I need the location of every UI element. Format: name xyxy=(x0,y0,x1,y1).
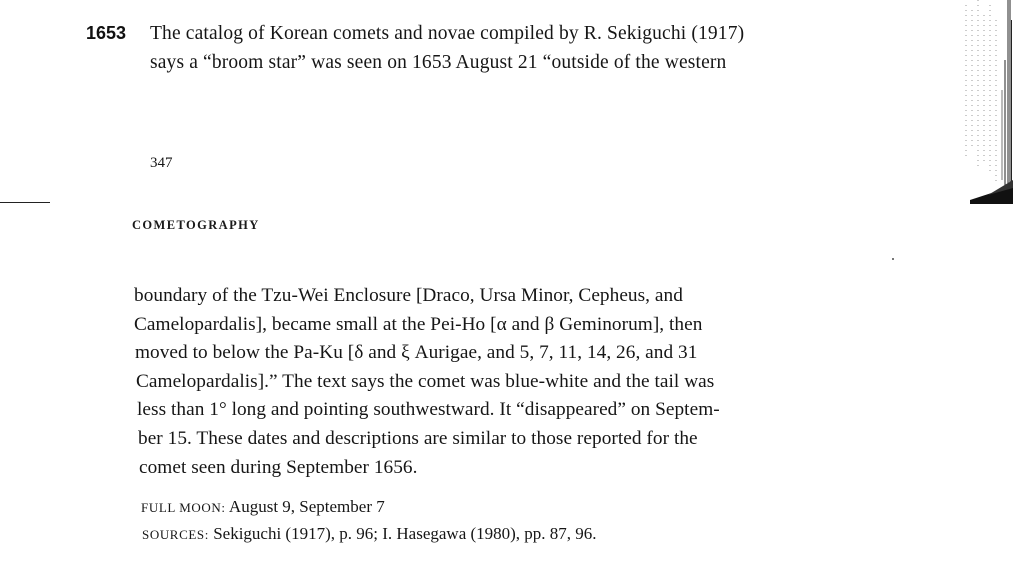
left-margin-rule xyxy=(0,202,50,203)
sources-line xyxy=(142,523,597,546)
paragraph-line: Camelopardalis], became small at the Pei-Ho [α and β Geminorum], then xyxy=(134,313,703,335)
sources-value: Sekiguchi (1917), p. 96; I. Hasegawa (1980), pp. 87, 96. xyxy=(208,524,597,543)
full-moon-line xyxy=(141,496,385,519)
book-page-edge xyxy=(958,0,1013,205)
paragraph-line: ber 15. These dates and descriptions are similar to those reported for the xyxy=(138,427,698,449)
entry-text-line-2: says a “broom star” was seen on 1653 August 21 “outside of the western xyxy=(150,52,727,73)
entry-text-line-1: The catalog of Korean comets and novae compiled by R. Sekiguchi (1917) xyxy=(150,23,745,44)
paragraph-line: Camelopardalis].” The text says the comet was blue-white and the tail was xyxy=(136,370,715,392)
scan-speck xyxy=(892,258,894,260)
paragraph-line: comet seen during September 1656. xyxy=(139,456,418,478)
paragraph-line: moved to below the Pa-Ku [δ and ξ Aurigae, and 5, 7, 11, 14, 26, and 31 xyxy=(135,342,698,364)
running-head: COMETOGRAPHY xyxy=(132,218,260,232)
page-number: 347 xyxy=(150,155,173,171)
full-moon-label: FULL MOON: xyxy=(141,500,226,515)
paragraph-line: less than 1° long and pointing southwestward. It “disappeared” on Septem- xyxy=(137,399,720,421)
full-moon-value: August 9, September 7 xyxy=(225,497,385,516)
entry-year: 1653 xyxy=(86,23,127,43)
body-paragraph xyxy=(134,282,824,482)
paragraph-line: boundary of the Tzu-Wei Enclosure [Draco, Ursa Minor, Cepheus, and xyxy=(134,285,683,306)
sources-label: SOURCES: xyxy=(142,527,209,542)
